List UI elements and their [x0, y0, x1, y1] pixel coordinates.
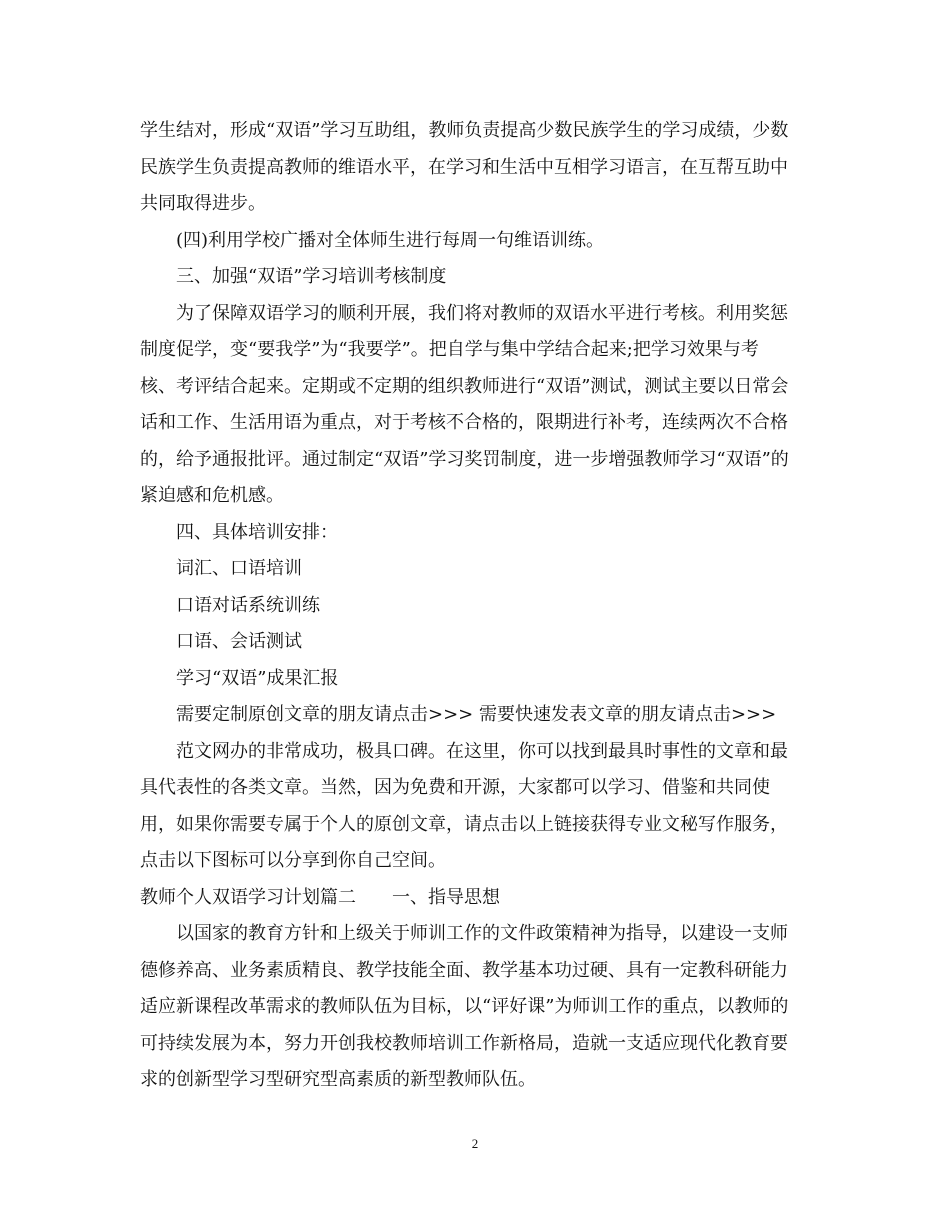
document-body — [140, 113, 812, 1099]
text-line: 的，给予通报批评。通过制定“双语”学习奖罚制度，进一步增强教师学习“双语”的 — [140, 448, 789, 470]
text-line: 口语、会话测试 — [176, 631, 302, 652]
paragraph-assessment — [140, 296, 812, 515]
text-line: 用，如果你需要专属于个人的原创文章，请点击以上链接获得专业文秘写作服务， — [140, 813, 788, 835]
section-heading-assessment — [140, 259, 812, 296]
list-item-vocabulary — [140, 551, 812, 588]
text-line: 民族学生负责提高教师的维语水平，在学习和生活中互相学习语言，在互帮互助中 — [140, 156, 788, 178]
list-item-test — [140, 624, 812, 661]
promo-link-text: 需要定制原创文章的朋友请点击>>> 需要快速发表文章的朋友请点击>>> — [176, 704, 777, 725]
text-line: 求的创新型学习型研究型高素质的新型教师队伍。 — [140, 1069, 536, 1090]
paragraph-site-description — [140, 734, 812, 880]
text-line: 话和工作、生活用语为重点，对于考核不合格的，限期进行补考，连续两次不合格 — [140, 412, 788, 433]
text-line: 学生结对，形成“双语”学习互助组，教师负责提高少数民族学生的学习成绩，少数 — [140, 120, 789, 141]
section-title-plan-two — [140, 880, 812, 917]
text-line: 教师个人双语学习计划篇二 一、指导思想 — [140, 886, 500, 908]
text-line: 范文网办的非常成功，极具口碑。在这里，你可以找到最具时事性的文章和最 — [176, 740, 788, 762]
text-line: 为了保障双语学习的顺利开展，我们将对教师的双语水平进行考核。利用奖惩 — [176, 302, 788, 324]
text-line: (四)利用学校广播对全体师生进行每周一句维语训练。 — [176, 229, 605, 251]
text-line: 紧迫感和危机感。 — [140, 485, 284, 506]
text-line: 学习“双语”成果汇报 — [176, 667, 339, 689]
text-line: 适应新课程改革需求的教师队伍为目标，以“评好课”为师训工作的重点，以教师的 — [140, 996, 789, 1017]
text-line: 可持续发展为本，努力开创我校教师培训工作新格局，造就一支适应现代化教育要 — [140, 1032, 788, 1054]
paragraph-guiding-principle — [140, 916, 812, 1099]
text-line: 德修养高、业务素质精良、教学技能全面、教学基本功过硬、具有一定教科研能力 — [140, 959, 788, 981]
text-line: 核、考评结合起来。定期或不定期的组织教师进行“双语”测试，测试主要以日常会 — [140, 375, 789, 397]
paragraph-broadcast-training — [140, 223, 812, 260]
text-line: 点击以下图标可以分享到你自己空间。 — [140, 850, 446, 871]
text-line: 共同取得进步。 — [140, 193, 266, 214]
page-number: 2 — [471, 1136, 479, 1151]
text-line: 以国家的教育方针和上级关于师训工作的文件政策精神为指导，以建设一支师 — [176, 923, 788, 944]
list-item-dialogue — [140, 588, 812, 625]
promo-links — [140, 697, 812, 734]
list-item-report — [140, 661, 812, 698]
text-line: 口语对话系统训练 — [176, 594, 320, 616]
paragraph-student-pairing — [140, 113, 812, 223]
text-line: 词汇、口语培训 — [176, 558, 302, 579]
text-line: 具代表性的各类文章。当然，因为免费和开源，大家都可以学习、借鉴和共同使 — [140, 777, 770, 798]
text-line: 制度促学，变“要我学”为“我要学”。把自学与集中学结合起来;把学习效果与考 — [140, 339, 759, 360]
text-line: 三、加强“双语”学习培训考核制度 — [176, 266, 447, 287]
text-line: 四、具体培训安排： — [176, 521, 338, 543]
section-heading-training-schedule — [140, 515, 812, 552]
